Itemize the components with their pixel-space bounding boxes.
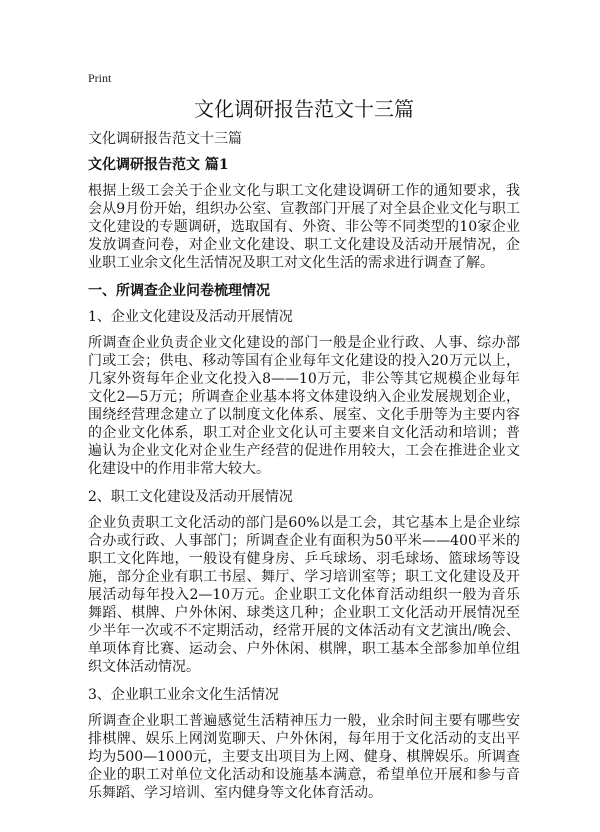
print-label[interactable]: Print bbox=[88, 71, 112, 85]
subsection-heading-3: 3、企业职工业余文化生活情况 bbox=[88, 687, 279, 703]
document-subtitle: 文化调研报告范文十三篇 bbox=[88, 131, 242, 147]
section-heading: 一、所调查企业问卷梳理情况 bbox=[88, 283, 270, 299]
subsection-heading-1: 1、企业文化建设及活动开展情况 bbox=[88, 309, 293, 325]
subsection-body-2: 企业负责职工文化活动的部门是60%以是工会，其它基本上是企业综合办或行政、人事部门；所调查企业有面积为50平米——400平米的职工文化阵地，一般设有健身房、乒乓球场、羽毛球场、篮球场等设施，部分企业有职工书屋、舞厅、学习培训室等；职工文化建设及开展活动每年投入2—10万元。企业职工文化体育活动组织一般为音乐舞蹈、棋牌、户外休闲、球类这几种；企业职工文化活动开展情况至少半年一次或不不定期活动，经常开展的文体活动有文艺演出/晚会、单项体育比赛、运动会、户外休闲、棋牌，职工基本全部参加单位组织文体活动情况。 bbox=[88, 515, 520, 675]
document-title: 文化调研报告范文十三篇 bbox=[194, 97, 414, 121]
document-page bbox=[88, 0, 520, 832]
subsection-body-3: 所调查企业职工普遍感觉生活精神压力一般，业余时间主要有哪些安排棋牌、娱乐上网浏览聊天、户外休闲，每年用于文化活动的支出平均为500—1000元，主要支出项目为上网、健身、棋牌娱乐。所调查企业的职工对单位文化活动和设施基本满意，希望单位开展和参与音乐舞蹈、学习培训、室内健身等文化体育活动。 bbox=[88, 713, 520, 801]
article-heading: 文化调研报告范文 篇1 bbox=[88, 157, 229, 173]
subsection-heading-2: 2、职工文化建设及活动开展情况 bbox=[88, 489, 293, 505]
subsection-body-1: 所调查企业负责企业文化建设的部门一般是企业行政、人事、综办部门或工会；供电、移动等国有企业每年文化建设的投入20万元以上，几家外资每年企业文化投入8——10万元，非公等其它规模企业每年文化2—5万元；所调查企业基本将文体建设纳入企业发展规划企业，围绕经营理念建立了以制度文化体系、展室、文化手册等为主要内容的企业文化体系，职工对企业文化认可主要来自文化活动和培训；普遍认为企业文化对企业生产经营的促进作用较大，工会在推进企业文化建设中的作用非常大较大。 bbox=[88, 335, 520, 477]
intro-paragraph: 根据上级工会关于企业文化与职工文化建设调研工作的通知要求，我会从9月份开始，组织办公室、宣教部门开展了对全县企业文化与职工文化建设的专题调研，选取国有、外资、非公等不同类型的10家企业发放调查问卷，对企业文化建设、职工文化建设及活动开展情况，企业职工业余文化生活情况及职工对文化生活的需求进行调查了解。 bbox=[88, 183, 520, 271]
